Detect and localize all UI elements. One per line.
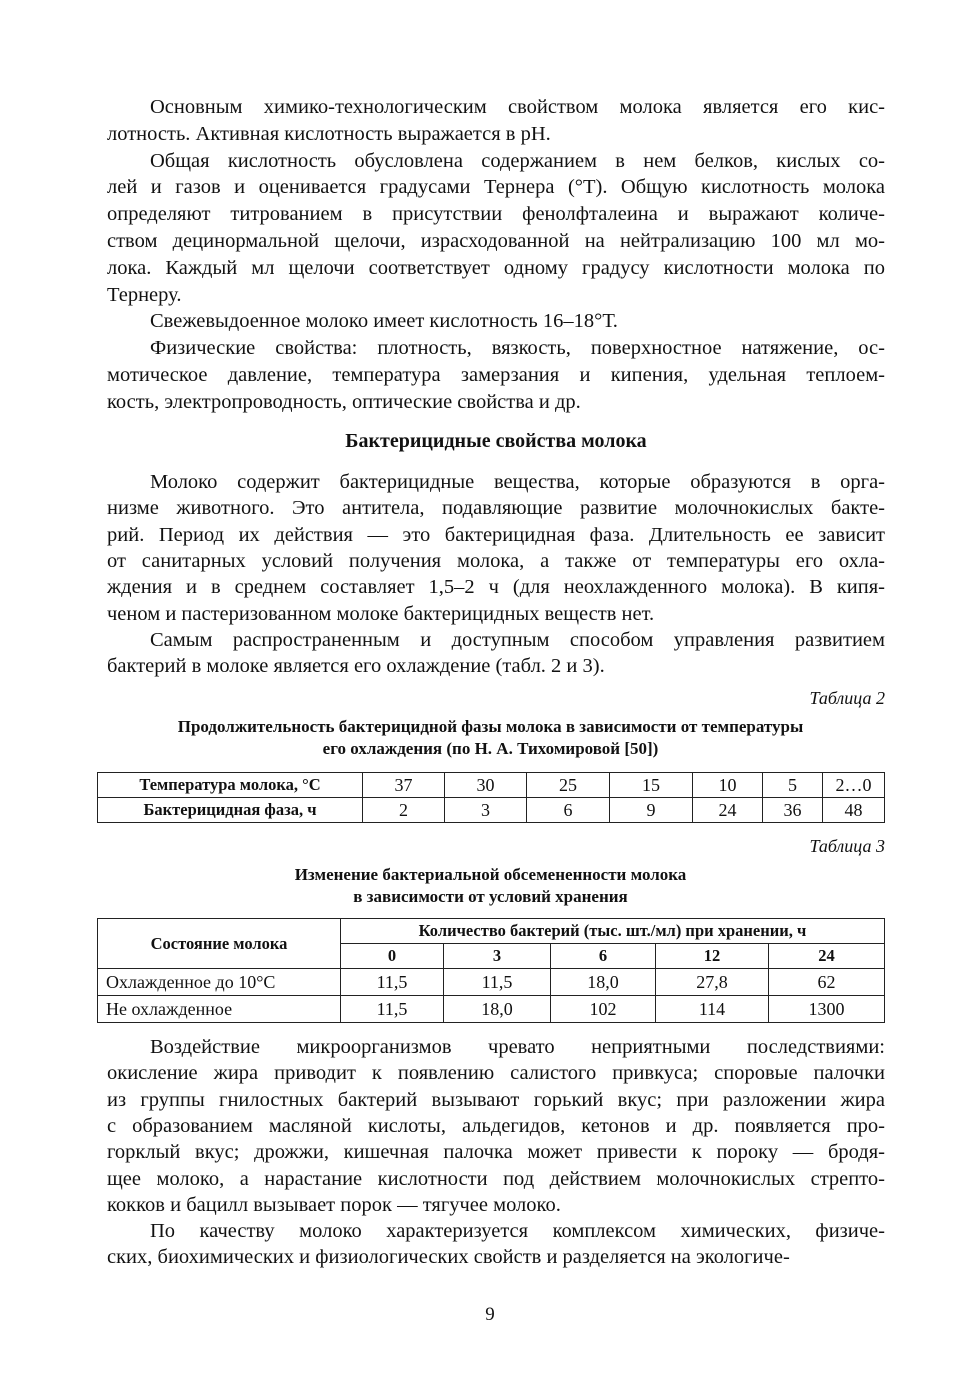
table-cell: 11,5 <box>341 996 444 1023</box>
table-row <box>98 773 885 798</box>
row-header: Бактерицидная фаза, ч <box>98 798 363 823</box>
text-line: определяют титрованием в присутствии фенолфталеина и выражают количе- <box>107 203 885 226</box>
text-line: окисление жира приводит к появлению салистого привкуса; споровые палочки <box>107 1062 885 1085</box>
text-line: бактерий в молоке является его охлаждение (табл. 2 и 3). <box>107 655 605 678</box>
table3-label: Таблица 3 <box>809 836 885 856</box>
table-cell: 62 <box>769 969 885 996</box>
table-cell: 11,5 <box>341 969 444 996</box>
caption-line: в зависимости от условий хранения <box>353 887 628 906</box>
header-hour: 6 <box>551 944 656 969</box>
table-cell: 9 <box>610 798 693 823</box>
text-line: мотическое давление, температура замерзания и кипения, удельная теплоем- <box>107 364 885 386</box>
text-line: горклый вкус; дрожжи, кишечная палочка может привести к пороку — бродя- <box>107 1141 885 1164</box>
text-line: лока. Каждый мл щелочи соответствует одному градусу кислотности молока по <box>107 256 885 279</box>
text-line: Молоко содержит бактерицидные вещества, которые образуются в орга- <box>150 471 885 493</box>
text-line: По качеству молоко характеризуется комплексом химических, физиче- <box>150 1220 885 1243</box>
text-line: с образованием масляной кислоты, альдегидов, кетонов и др. появляется про- <box>107 1114 885 1137</box>
section-heading: Бактерицидные свойства молока <box>345 430 647 452</box>
text-line: Самым распространенным и доступным способом управления развитием <box>150 628 885 651</box>
text-line: низме животного. Это антитела, подавляющие развитие молочнокислых бакте- <box>107 497 885 520</box>
caption-line: его охлаждения (по Н. А. Тихомировой [50]) <box>322 739 659 758</box>
table-cell: 2 <box>363 798 445 823</box>
text-line: Свежевыдоенное молоко имеет кислотность 16–18°Т. <box>150 310 618 333</box>
row-state: Не охлажденное <box>98 996 341 1023</box>
table-cell: 25 <box>527 773 610 798</box>
table-header-row <box>98 919 885 944</box>
table-cell: 37 <box>363 773 445 798</box>
table-cell: 10 <box>693 773 763 798</box>
row-header: Температура молока, °С <box>98 773 363 798</box>
text-line: кокков и бацилл вызывает порок — тягучее молоко. <box>107 1193 561 1216</box>
text-line: рий. Период их действия — это бактерицидная фаза. Длительность ее зависит <box>107 523 885 546</box>
text-line: Воздействие микроорганизмов чревато неприятными последствиями: <box>150 1036 885 1058</box>
table2 <box>97 772 885 823</box>
row-state: Охлажденное до 10°С <box>98 969 341 996</box>
table-cell: 15 <box>610 773 693 798</box>
text-line: ченом и пастеризованном молоке бактерицидных веществ нет. <box>107 602 655 625</box>
text-line: ждения и в среднем составляет 1,5–2 ч (для неохлажденного молока). В кипя- <box>107 576 885 599</box>
table-cell: 18,0 <box>444 996 551 1023</box>
text-line: Физические свойства: плотность, вязкость, поверхностное натяжение, ос- <box>150 337 885 360</box>
header-hour: 24 <box>769 944 885 969</box>
table3 <box>97 918 885 1023</box>
header-hour: 3 <box>444 944 551 969</box>
table2-caption <box>97 716 884 760</box>
table3-caption <box>97 864 884 908</box>
table-cell: 6 <box>527 798 610 823</box>
table-row <box>98 969 885 996</box>
table-cell: 3 <box>445 798 527 823</box>
table2-label: Таблица 2 <box>809 688 885 708</box>
table-cell: 1300 <box>769 996 885 1023</box>
text-line: Общая кислотность обусловлена содержанием в нем белков, кислых со- <box>150 149 885 172</box>
text-line: ских, биохимических и физиологических свойств и разделяется на экологиче- <box>107 1246 790 1269</box>
table-cell: 24 <box>693 798 763 823</box>
text-line: Основным химико-технологическим свойством молока является его кис- <box>150 96 885 118</box>
text-line: Тернеру. <box>107 283 182 306</box>
text-line: лотность. Активная кислотность выражается в pH. <box>107 122 551 145</box>
table-cell: 18,0 <box>551 969 656 996</box>
text-line: от санитарных условий получения молока, а также от температуры его охла- <box>107 549 885 572</box>
text-line: щее молоко, а нарастание кислотности под действием молочнокислых стрепто- <box>107 1167 885 1190</box>
header-state: Состояние молока <box>98 919 341 969</box>
table-cell: 30 <box>445 773 527 798</box>
table-row <box>98 996 885 1023</box>
text-line: ством децинормальной щелочи, израсходованной на нейтрализацию 100 мл мо- <box>107 230 885 252</box>
text-line: лей и газов и оценивается градусами Тернера (°Т). Общую кислотность молока <box>107 176 885 199</box>
caption-line: Изменение бактериальной обсемененности молока <box>294 865 687 884</box>
header-hour: 12 <box>656 944 769 969</box>
text-line: кость, электропроводность, оптические свойства и др. <box>107 390 581 413</box>
caption-line: Продолжительность бактерицидной фазы молока в зависимости от температуры <box>177 717 804 736</box>
table-cell: 11,5 <box>444 969 551 996</box>
table-cell: 36 <box>763 798 823 823</box>
header-bacteria-count: Количество бактерий (тыс. шт./мл) при хранении, ч <box>341 919 885 944</box>
table-row <box>98 798 885 823</box>
page-number: 9 <box>485 1304 495 1325</box>
table-cell: 48 <box>823 798 885 823</box>
text-line: из группы гнилостных бактерий вызывают горький вкус; при разложении жира <box>107 1088 885 1111</box>
table-cell: 27,8 <box>656 969 769 996</box>
table-cell: 5 <box>763 773 823 798</box>
table-cell: 102 <box>551 996 656 1023</box>
table-cell: 2…0 <box>823 773 885 798</box>
header-hour: 0 <box>341 944 444 969</box>
table-cell: 114 <box>656 996 769 1023</box>
